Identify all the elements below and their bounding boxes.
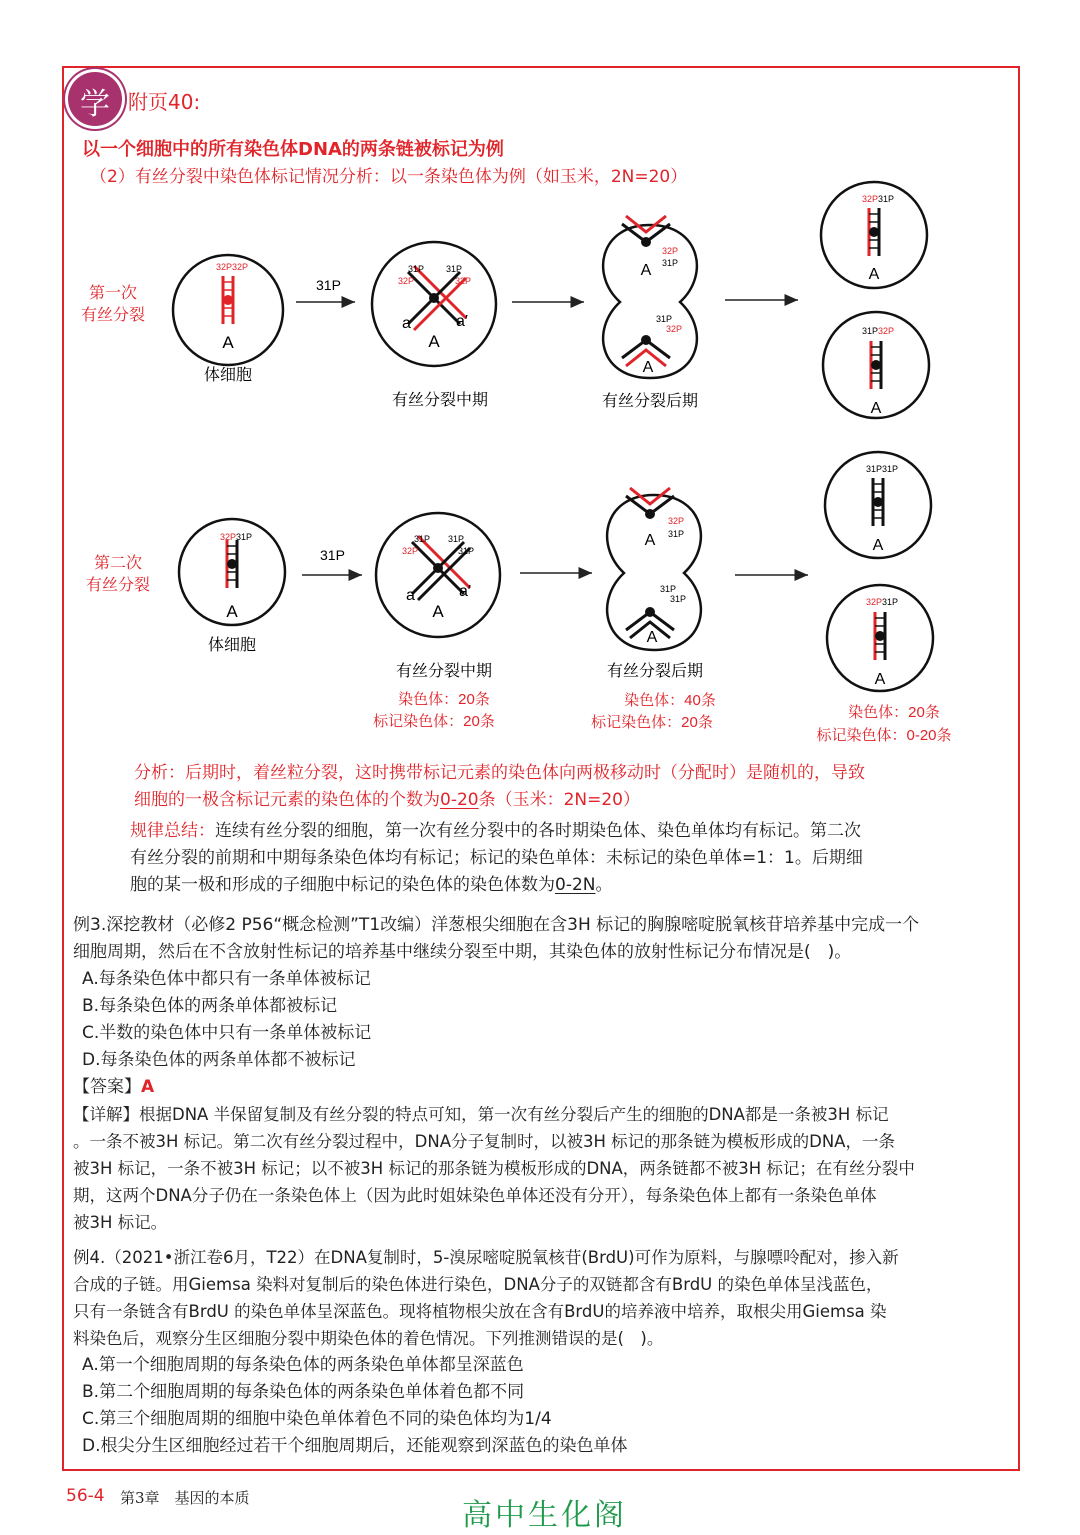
svg-text:32P: 32P (455, 276, 472, 286)
example3-options (82, 966, 371, 1074)
analysis-paragraph: 分析：后期时，着丝粒分裂，这时携带标记元素的染色体向两极移动时（分配时）是随机的，导致 细胞的一极含标记元素的染色体的个数为0-20条（玉米：2N=20） (134, 763, 865, 810)
page-number: 56-4 (66, 1486, 105, 1506)
stat-metaphase-labeled: 标记染色体：20条 (373, 713, 495, 730)
stat-daughter-labeled: 标记染色体：0-20条 (816, 727, 952, 744)
option-a: A.第一个细胞周期的每条染色体的两条染色单体都呈深蓝色 (82, 1355, 524, 1375)
svg-text:a: a (406, 587, 415, 604)
example3-answer: 【答案】A (73, 1077, 155, 1097)
row1-label-line1: 第一次 (88, 285, 138, 302)
svg-text:a: a (402, 315, 411, 332)
option-c: C.半数的染色体中只有一条单体被标记 (82, 1023, 372, 1043)
svg-text:A: A (640, 262, 652, 279)
stat-anaphase-labeled: 标记染色体：20条 (591, 714, 713, 731)
svg-text:31P: 31P (660, 584, 677, 594)
svg-text:31P: 31P (448, 534, 465, 544)
svg-text:a′: a′ (456, 313, 468, 330)
svg-text:A: A (870, 400, 882, 417)
stat-anaphase-chromosomes: 染色体：40条 (624, 692, 716, 709)
svg-text:32P: 32P (668, 516, 685, 526)
option-d: D.根尖分生区细胞经过若干个细胞周期后，还能观察到深蓝色的染色单体 (82, 1436, 628, 1456)
svg-text:31P: 31P (408, 264, 425, 274)
svg-text:A: A (642, 359, 654, 376)
svg-text:A: A (644, 532, 656, 549)
svg-text:A: A (646, 629, 658, 646)
row2-label-line2: 有丝分裂 (85, 577, 151, 594)
caption-anaphase-1: 有丝分裂后期 (601, 393, 699, 410)
svg-text:31P32P: 31P32P (862, 326, 895, 336)
option-b: B.第二个细胞周期的每条染色体的两条染色单体着色都不同 (82, 1382, 525, 1402)
caption-metaphase-2: 有丝分裂中期 (395, 663, 493, 680)
chapter-title: 第3章 基因的本质 (120, 1489, 250, 1507)
svg-text:a′: a′ (459, 583, 471, 600)
svg-text:31P: 31P (662, 258, 679, 268)
stat-metaphase-chromosomes: 染色体：20条 (398, 691, 490, 708)
svg-text:A: A (868, 266, 880, 283)
rule-summary: 规律总结：连续有丝分裂的细胞，第一次有丝分裂中的各时期染色体、染色单体均有标记。第二次 有丝分裂的前期和中期每条染色体均有标记；标记的染色单体：未标记的染色单体=1：1。后期细 胞的某一极和形成的子细胞中标记的染色体的染色体数为0-2N。 (130, 821, 863, 895)
caption-anaphase-2: 有丝分裂后期 (606, 663, 704, 680)
svg-text:31P: 31P (670, 594, 687, 604)
svg-text:32P: 32P (666, 324, 683, 334)
svg-text:A: A (432, 602, 444, 621)
xue-badge: 学 (68, 72, 122, 126)
svg-text:32P: 32P (662, 246, 679, 256)
svg-text:32P31P: 32P31P (866, 597, 899, 607)
appendix-title: 附页40: (128, 90, 201, 114)
svg-text:A: A (428, 332, 440, 351)
chromosome-labeling-diagram (0, 0, 1080, 760)
caption-somatic-2: 体细胞 (207, 637, 257, 654)
svg-text:31P: 31P (414, 534, 431, 544)
row2-label-line1: 第二次 (93, 555, 143, 572)
svg-text:32P31P: 32P31P (862, 194, 895, 204)
svg-text:31P: 31P (446, 264, 463, 274)
example3-question: 例3.深挖教材（必修2 P56“概念检测”T1改编）洋葱根尖细胞在含3H 标记的胸腺嘧啶脱氧核苷培养基中完成一个 细胞周期，然后在不含放射性标记的培养基中继续分裂至中期，其染色体的放射性标记分布情况是( )。 (73, 915, 920, 962)
example4-options (82, 1352, 628, 1460)
svg-text:32P: 32P (398, 276, 415, 286)
section-subheading: （2）有丝分裂中染色体标记情况分析：以一条染色体为例（如玉米，2N=20） (90, 167, 688, 187)
arrow-31p-label-1: 31P (316, 277, 341, 293)
option-d: D.每条染色体的两条单体都不被标记 (82, 1050, 356, 1070)
svg-text:32P32P: 32P32P (216, 262, 249, 272)
svg-text:A: A (874, 671, 886, 688)
option-c: C.第三个细胞周期的细胞中染色单体着色不同的染色体均为1/4 (82, 1409, 552, 1429)
stat-daughter-chromosomes: 染色体：20条 (848, 704, 940, 721)
svg-text:32P: 32P (402, 546, 419, 556)
caption-metaphase-1: 有丝分裂中期 (391, 392, 489, 409)
option-a: A.每条染色体中都只有一条单体被标记 (82, 969, 371, 989)
caption-somatic-1: 体细胞 (203, 367, 253, 384)
brand-watermark: 高中生化阁 (462, 1498, 627, 1533)
row1-label-line2: 有丝分裂 (80, 307, 146, 324)
svg-text:31P31P: 31P31P (866, 464, 899, 474)
svg-text:A: A (226, 602, 238, 621)
svg-text:31P: 31P (668, 529, 685, 539)
gene-A-label: A (222, 333, 234, 352)
svg-text:31P: 31P (458, 546, 475, 556)
svg-text:A: A (872, 537, 884, 554)
example3-detail: 【详解】根据DNA 半保留复制及有丝分裂的特点可知，第一次有丝分裂后产生的细胞的DNA都是一条被3H 标记 。一条不被3H 标记。第二次有丝分裂过程中，DNA分子复制时，以被3H 标记的那条链为模板形成的DNA，一条 被3H 标记，一条不被3H 标记；以不被3H 标记的那条链为模板形成的DNA，两条链都不被3H 标记；在有丝分裂中 期，这两个DNA分子仍在一条染色体上（因为此时姐妹染色单体还没有分开），每条染色体上都有一条染色单体 被3H 标记。 (73, 1105, 915, 1232)
arrow-31p-label-2: 31P (320, 547, 345, 563)
section-heading: 以一个细胞中的所有染色体DNA的两条链被标记为例 (82, 139, 504, 160)
example4-question: 例4.（2021•浙江卷6月，T22）在DNA复制时，5-溴尿嘧啶脱氧核苷(BrdU)可作为原料，与腺嘌呤配对，掺入新 合成的子链。用Giemsa 染料对复制后的染色体进行染色，DNA分子的双链都含有BrdU 的染色单体呈浅蓝色， 只有一条链含有BrdU 的染色单体呈深蓝色。现将植物根尖放在含有BrdU的培养液中培养，取根尖用Giemsa 染 料染色后，观察分生区细胞分裂中期染色体的着色情况。下列推测错误的是( )。 (73, 1248, 899, 1348)
svg-text:31P: 31P (656, 314, 673, 324)
option-b: B.每条染色体的两条单体都被标记 (82, 996, 338, 1016)
svg-text:32P31P: 32P31P (220, 532, 253, 542)
